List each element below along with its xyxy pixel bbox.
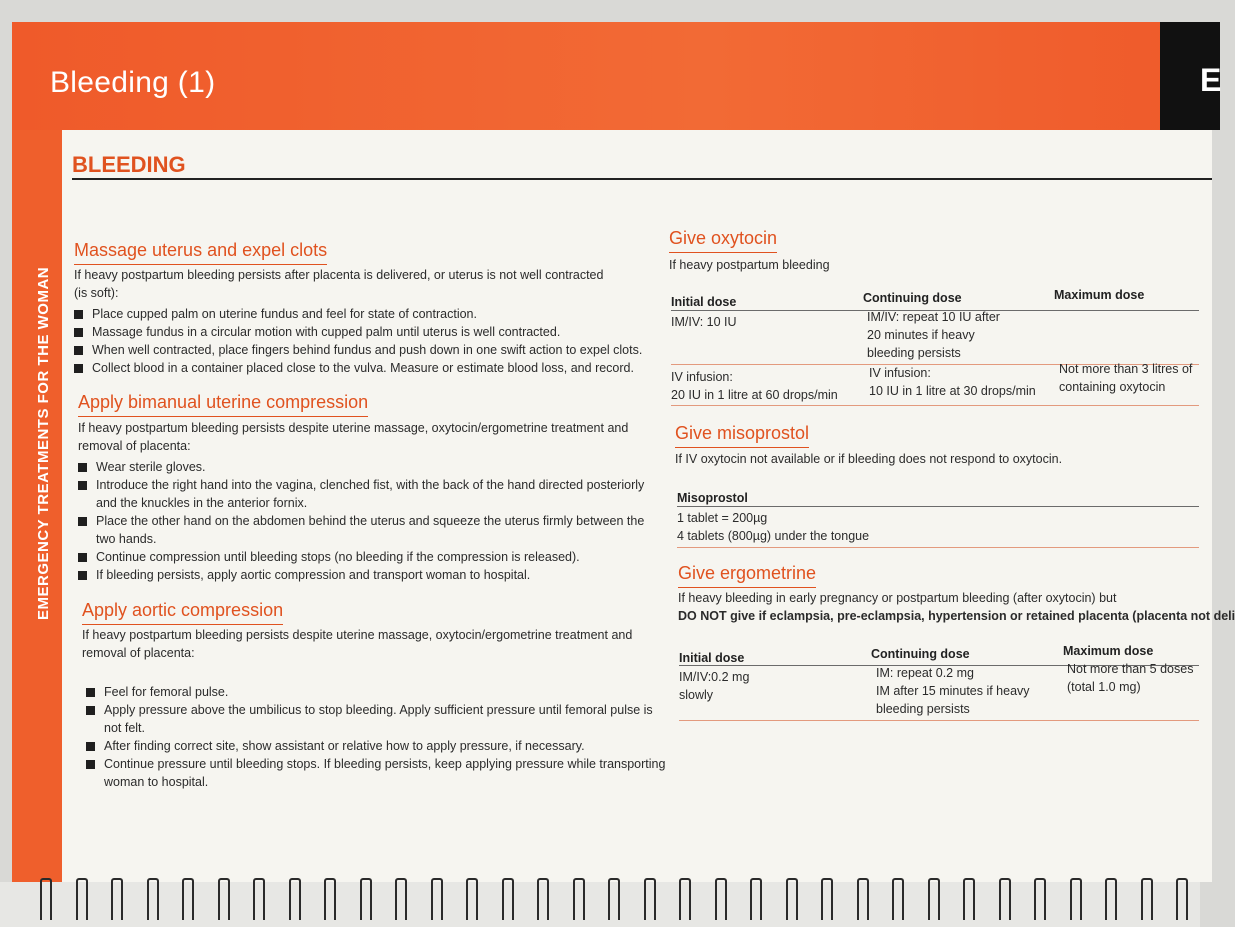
binding-ring [431,878,443,920]
binding-ring [1176,878,1188,920]
binding-ring [395,878,407,920]
oxy-continuing-2 [869,364,1059,400]
list-item: Continue compression until bleeding stops (no bleeding if the compression is released). [78,548,663,566]
text-line: Not more than 5 doses [1067,662,1194,676]
section-tab-letter: E [1200,62,1222,98]
ergo-header-continuing: Continuing dose [871,647,970,661]
oxy-initial-2 [671,368,861,404]
list-item: Massage fundus in a circular motion with cupped palm until uterus is well contracted. [74,323,664,341]
text-line: (total 1.0 mg) [1067,680,1141,694]
list-item: Collect blood in a container placed close to the vulva. Measure or estimate blood loss, and record. [74,359,664,377]
ergo-header-initial: Initial dose [679,651,745,665]
manual-page [12,22,1235,882]
ergometrine-title: Give ergometrine [678,563,816,588]
binding-ring [1034,878,1046,920]
text-line: IM/IV:0.2 mg [679,670,750,684]
binding-ring [182,878,194,920]
text-line: 1 tablet = 200µg [677,511,768,525]
binding-ring [786,878,798,920]
oxy-continuing-1 [867,308,1057,362]
text-line: containing oxytocin [1059,380,1166,394]
bimanual-intro: If heavy postpartum bleeding persists despite uterine massage, oxytocin/ergometrine treatment and removal of placenta: [78,421,629,453]
binding-ring [111,878,123,920]
ergometrine-warning: DO NOT give if eclampsia, pre-eclampsia, hypertension or retained placenta (placenta not deli [678,609,1235,623]
ergo-maximum [1067,660,1207,696]
misoprostol-title: Give misoprostol [675,423,809,448]
binding-ring [1070,878,1082,920]
oxy-header-continuing: Continuing dose [863,291,962,305]
oxytocin-title: Give oxytocin [669,228,777,253]
list-item: If bleeding persists, apply aortic compression and transport woman to hospital. [78,566,663,584]
text-line: 10 IU in 1 litre at 30 drops/min [869,384,1036,398]
misoprostol-intro: If IV oxytocin not available or if bleeding does not respond to oxytocin. [675,452,1063,466]
bimanual-list [78,458,663,584]
oxy-bottom-rule [671,405,1199,406]
binding-ring [750,878,762,920]
spiral-binding [0,882,1200,927]
list-item: Place the other hand on the abdomen behind the uterus and squeeze the uterus firmly between the two hands. [78,512,663,548]
text-line: IV infusion: [671,370,733,384]
ergo-continuing [876,664,1061,718]
section-tab [1160,22,1220,130]
binding-ring [857,878,869,920]
binding-ring [715,878,727,920]
side-label: EMERGENCY TREATMENTS FOR THE WOMAN [35,266,52,620]
text-line: slowly [679,688,714,702]
text-line: IV infusion: [869,366,931,380]
binding-ring [892,878,904,920]
misoprostol-rule [677,506,1199,507]
binding-ring [928,878,940,920]
text-line: bleeding persists [876,702,970,716]
binding-ring [679,878,691,920]
aortic-title: Apply aortic compression [82,600,283,625]
binding-ring [76,878,88,920]
ergometrine-intro: If heavy bleeding in early pregnancy or postpartum bleeding (after oxytocin) but [678,591,1117,605]
text-line: IM: repeat 0.2 mg [876,666,974,680]
text-line: Not more than 3 litres of [1059,362,1193,376]
binding-ring [573,878,585,920]
binding-ring [537,878,549,920]
binding-ring [999,878,1011,920]
misoprostol-rows [677,509,1077,545]
massage-list [74,305,664,377]
list-item: Feel for femoral pulse. [86,683,666,701]
bimanual-title: Apply bimanual uterine compression [78,392,368,417]
binding-ring [1141,878,1153,920]
page-header [12,22,1172,130]
binding-ring [289,878,301,920]
list-item: When well contracted, place fingers behind fundus and push down in one swift action to expel clots. [74,341,664,359]
binding-ring [360,878,372,920]
ergo-header-maximum: Maximum dose [1063,644,1154,658]
massage-intro: If heavy postpartum bleeding persists after placenta is delivered, or uterus is not well contracted (is soft): [74,268,604,300]
ergo-bottom-rule [679,720,1199,721]
binding-ring [253,878,265,920]
text-line: 4 tablets (800µg) under the tongue [677,529,870,543]
massage-title: Massage uterus and expel clots [74,240,327,265]
text-line: IM/IV: repeat 10 IU after [867,310,1000,324]
heading-rule [72,178,1212,180]
text-line: bleeding persists [867,346,961,360]
main-heading: BLEEDING [72,152,186,177]
list-item: Continue pressure until bleeding stops. If bleeding persists, keep applying pressure while transporting woman to hospital. [86,755,666,791]
binding-ring [644,878,656,920]
binding-ring [218,878,230,920]
oxy-maximum-2 [1059,360,1209,396]
ergo-initial [679,668,859,704]
list-item: Place cupped palm on uterine fundus and feel for state of contraction. [74,305,664,323]
side-strip [12,130,62,882]
binding-ring [502,878,514,920]
binding-ring [466,878,478,920]
list-item: After finding correct site, show assistant or relative how to apply pressure, if necessary. [86,737,666,755]
list-item: Introduce the right hand into the vagina, clenched fist, with the back of the hand directed posteriorly and the knuckles in the anterior fornix. [78,476,663,512]
binding-ring [147,878,159,920]
binding-ring [1105,878,1117,920]
binding-ring [608,878,620,920]
aortic-list [86,683,666,791]
list-item: Apply pressure above the umbilicus to stop bleeding. Apply sufficient pressure until femoral pulse is not felt. [86,701,666,737]
misoprostol-header: Misoprostol [677,491,748,505]
page-title: Bleeding (1) [50,66,216,99]
binding-ring [40,878,52,920]
text-line: 20 IU in 1 litre at 60 drops/min [671,388,838,402]
oxytocin-intro: If heavy postpartum bleeding [669,258,830,272]
oxy-header-maximum: Maximum dose [1054,288,1145,302]
text-line: IM after 15 minutes if heavy [876,684,1030,698]
binding-ring [821,878,833,920]
binding-ring [324,878,336,920]
binding-ring [963,878,975,920]
oxy-header-initial: Initial dose [671,295,737,309]
list-item: Wear sterile gloves. [78,458,663,476]
oxy-initial-1: IM/IV: 10 IU [671,315,737,329]
text-line: 20 minutes if heavy [867,328,975,342]
misoprostol-bottom-rule [677,547,1199,548]
aortic-intro: If heavy postpartum bleeding persists despite uterine massage, oxytocin/ergometrine treatment and removal of placenta: [82,628,633,660]
